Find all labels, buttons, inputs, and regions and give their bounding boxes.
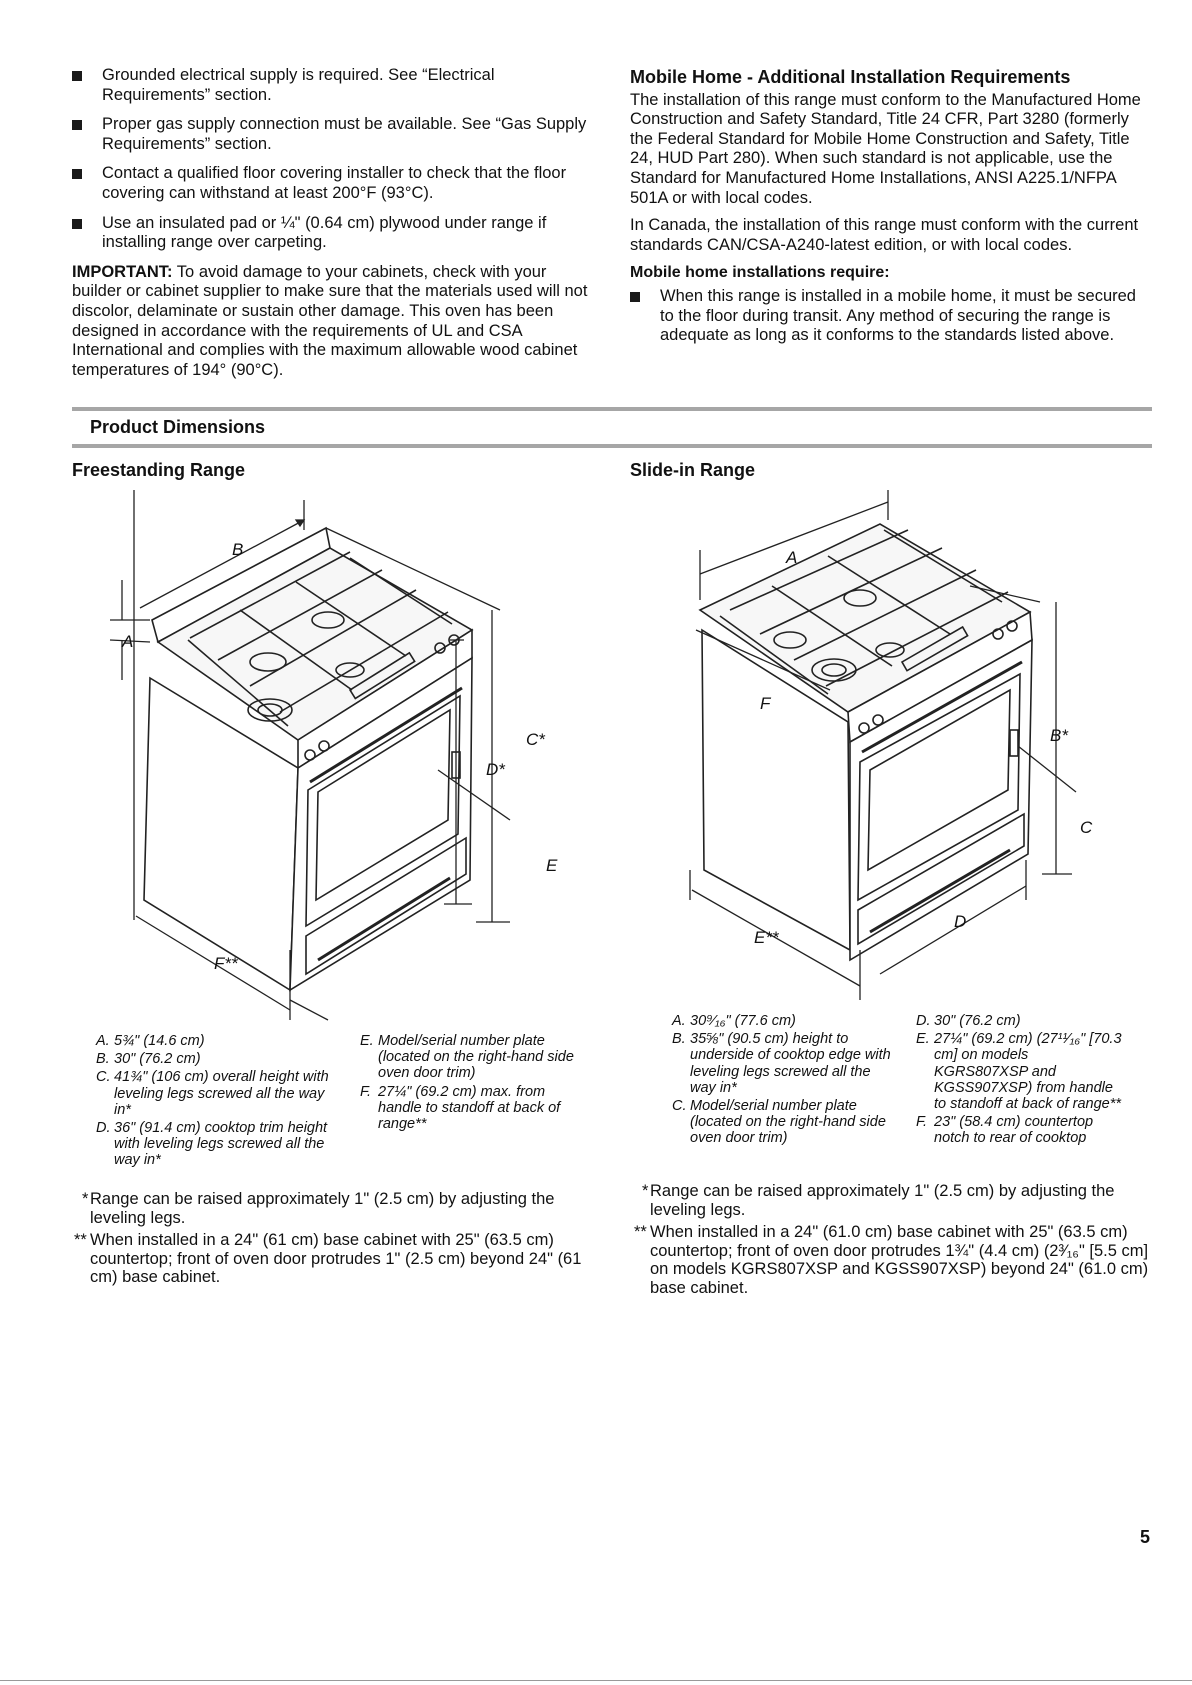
freestanding-title: Freestanding Range <box>72 460 246 480</box>
freestanding-label-d: D* <box>486 760 505 779</box>
bullet-square-icon <box>630 292 640 302</box>
slidein-label-f: F <box>760 694 771 713</box>
slidein-range-diagram <box>680 490 1110 1000</box>
important-note <box>72 263 596 381</box>
mobile-home-title: Mobile Home - Additional Installation Requirements <box>630 67 1071 87</box>
freestanding-label-b: B <box>232 540 244 559</box>
legend-item: F. 23" (58.4 cm) countertop notch to rear of cooktop <box>916 1114 1094 1147</box>
list-item: Contact a qualified floor covering installer to check that the floor covering can withstand at least 200°F (93°C). <box>72 164 596 203</box>
legend-item: B. 35⅝" (90.5 cm) height to underside of cooktop edge with leveling legs screwed all the way in* <box>672 1031 891 1096</box>
bullet-square-icon <box>72 169 82 179</box>
slidein-label-b: B* <box>1050 726 1068 745</box>
footnote: * Range can be raised approximately 1" (2.5 cm) by adjusting the leveling legs. <box>82 1190 555 1227</box>
freestanding-legend-left <box>96 1033 332 1171</box>
slidein-label-a: A <box>786 548 798 567</box>
requirements-list <box>72 66 596 253</box>
freestanding-label-e: E <box>546 856 558 875</box>
important-label: IMPORTANT: <box>72 262 173 281</box>
slidein-label-c: C <box>1080 818 1093 837</box>
important-text: To avoid damage to your cabinets, check with your builder or cabinet supplier to make sure that the materials used will not discolor, delaminate or sustain other damage. This oven has been designed in accordance with the requirements of UL and CSA International and complies with the maximum allowable wood cabinet temperatures of 194° (90°C). <box>72 262 588 379</box>
section-rule-bottom <box>72 444 1152 448</box>
bullet-square-icon <box>72 120 82 130</box>
section-rule-top <box>72 407 1152 411</box>
footnote: * Range can be raised approximately 1" (2.5 cm) by adjusting the leveling legs. <box>642 1182 1115 1219</box>
legend-item: F. 27¼" (69.2 cm) max. from handle to standoff at back of range** <box>360 1083 561 1133</box>
legend-item: E. Model/serial number plate (located on the right-hand side oven door trim) <box>360 1033 574 1082</box>
left-column <box>72 66 596 388</box>
legend-item: C. 41¾" (106 cm) overall height with leveling legs screwed all the way in* <box>96 1069 329 1118</box>
mobile-home-list <box>630 287 1150 346</box>
list-item: Proper gas supply connection must be available. See “Gas Supply Requirements” section. <box>72 115 596 154</box>
bullet-square-icon <box>72 71 82 81</box>
freestanding-label-f: F** <box>214 954 238 973</box>
footnote: ** When installed in a 24" (61.0 cm) base cabinet with 25" (63.5 cm) countertop; front of oven door protrudes 1¾" (4.4 cm) (2³⁄₁₆" [5.5 cm] on models KGRS807XSP and KGSS907XSP) beyond 24" (61.0 cm) base cabinet. <box>634 1223 1149 1297</box>
slidein-label-d: D <box>954 912 967 931</box>
legend-item: D. 36" (91.4 cm) cooktop trim height with leveling legs screwed all the way in* <box>96 1120 328 1169</box>
slidein-legend-right <box>916 1013 1126 1149</box>
slidein-label-e: E** <box>754 928 779 947</box>
freestanding-label-a: A <box>122 632 134 651</box>
freestanding-range-diagram <box>100 490 600 1030</box>
mobile-home-para-1: The installation of this range must conform to the Manufactured Home Construction and Safety Standard, Title 24 CFR, Part 3280 (formerly the Federal Standard for Mobile Home Construction and Safety, Title 24, HUD Part 280). When such standard is not applicable, use the Standard for Manufactured Home Installations, ANSI A225.1/NFPA 501A or with local codes. <box>630 90 1141 207</box>
list-item: Grounded electrical supply is required. See “Electrical Requirements” section. <box>72 66 596 105</box>
freestanding-legend-right <box>360 1033 588 1134</box>
right-column <box>630 66 1150 356</box>
slidein-legend-left <box>672 1013 900 1149</box>
footnote: ** When installed in a 24" (61 cm) base cabinet with 25" (63.5 cm) countertop; front of oven door protrudes 1" (2.5 cm) beyond 24" (61 cm) base cabinet. <box>74 1231 582 1286</box>
slidein-footnotes <box>634 1182 1154 1301</box>
footer-rule <box>0 1680 1192 1681</box>
mobile-home-para-2: In Canada, the installation of this range must conform with the current standards CAN/CSA-A240-latest edition, or with local codes. <box>630 216 1139 254</box>
freestanding-label-c: C* <box>526 730 545 749</box>
mobile-home-subtitle: Mobile home installations require: <box>630 264 890 282</box>
legend-item: B. 30" (76.2 cm) <box>96 1051 201 1068</box>
list-item: Use an insulated pad or ¼" (0.64 cm) plywood under range if installing range over carpeting. <box>72 214 596 253</box>
product-dimensions-title: Product Dimensions <box>90 417 266 437</box>
legend-item: E. 27¼" (69.2 cm) (27¹¹⁄₁₆" [70.3 cm] on models KGRS807XSP and KGSS907XSP) from handle to standoff at back of range** <box>916 1031 1122 1113</box>
freestanding-footnotes <box>74 1190 600 1291</box>
list-item: When this range is installed in a mobile home, it must be secured to the floor during transit. Any method of securing the range is adequate as long as it conforms to the standards listed above. <box>630 287 1150 346</box>
slidein-title: Slide-in Range <box>630 460 756 480</box>
bullet-square-icon <box>72 219 82 229</box>
page-number: 5 <box>1140 1527 1151 1547</box>
legend-item: D. 30" (76.2 cm) <box>916 1013 1021 1029</box>
legend-item: C. Model/serial number plate (located on the right-hand side oven door trim) <box>672 1098 886 1147</box>
legend-item: A. 30⁹⁄₁₆" (77.6 cm) <box>672 1013 796 1029</box>
legend-item: A. 5¾" (14.6 cm) <box>96 1033 205 1049</box>
